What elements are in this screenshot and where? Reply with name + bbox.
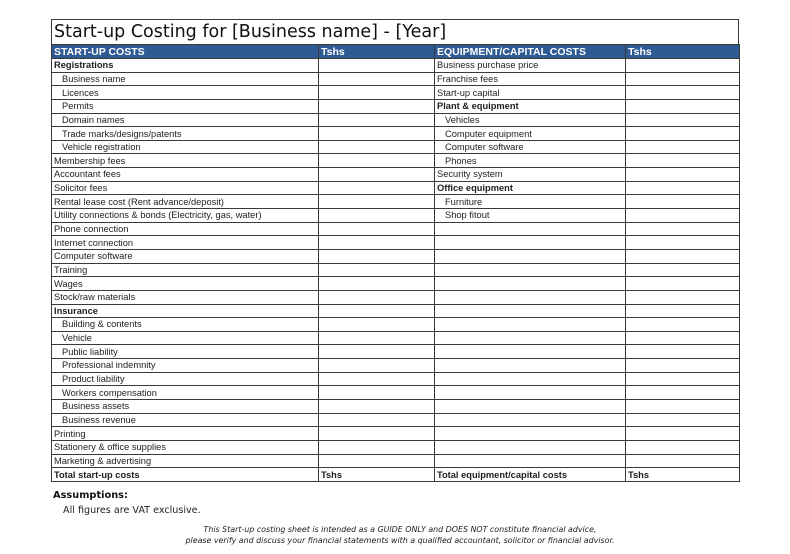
equipment-cost-amount-cell[interactable]: [626, 181, 740, 195]
startup-costs-header[interactable]: START-UP COSTS: [52, 45, 319, 59]
equipment-cost-amount-cell[interactable]: [626, 427, 740, 441]
startup-cost-amount-cell[interactable]: [319, 413, 435, 427]
equipment-cost-amount-cell[interactable]: [626, 59, 740, 73]
startup-cost-amount-cell[interactable]: [319, 359, 435, 373]
startup-cost-amount-cell[interactable]: [319, 331, 435, 345]
startup-cost-amount-cell[interactable]: [319, 86, 435, 100]
table-row: [52, 127, 740, 141]
equipment-cost-label[interactable]: Furniture: [435, 195, 626, 209]
startup-cost-amount-cell[interactable]: [319, 154, 435, 168]
startup-cost-label[interactable]: Workers compensation: [52, 386, 319, 400]
equipment-cost-label[interactable]: Security system: [435, 168, 626, 182]
startup-cost-amount-cell[interactable]: [319, 113, 435, 127]
startup-cost-amount-cell[interactable]: [319, 181, 435, 195]
startup-currency-header[interactable]: Tshs: [319, 45, 435, 59]
startup-cost-label[interactable]: Wages: [52, 277, 319, 291]
equipment-cost-label[interactable]: [435, 345, 626, 359]
table-row: [52, 318, 740, 332]
sheet-title[interactable]: Start-up Costing for [Business name] - [Year]: [51, 19, 739, 44]
table-row: [52, 59, 740, 73]
equipment-cost-label[interactable]: [435, 400, 626, 414]
startup-cost-amount-cell[interactable]: [319, 386, 435, 400]
startup-cost-label[interactable]: Computer software: [52, 249, 319, 263]
startup-cost-amount-cell[interactable]: [319, 318, 435, 332]
equipment-cost-amount-cell[interactable]: [626, 372, 740, 386]
startup-cost-amount-cell[interactable]: [319, 263, 435, 277]
startup-cost-label[interactable]: Insurance: [52, 304, 319, 318]
equipment-cost-label[interactable]: [435, 236, 626, 250]
startup-cost-amount-cell[interactable]: [319, 195, 435, 209]
startup-cost-label[interactable]: Building & contents: [52, 318, 319, 332]
equipment-cost-label[interactable]: Computer equipment: [435, 127, 626, 141]
equipment-cost-amount-cell[interactable]: [626, 72, 740, 86]
equipment-cost-label[interactable]: [435, 440, 626, 454]
equipment-cost-label[interactable]: [435, 359, 626, 373]
startup-cost-label[interactable]: Trade marks/designs/patents: [52, 127, 319, 141]
equipment-cost-label[interactable]: [435, 318, 626, 332]
equipment-cost-label[interactable]: Business purchase price: [435, 59, 626, 73]
equipment-cost-amount-cell[interactable]: [626, 236, 740, 250]
table-row: [52, 236, 740, 250]
equipment-cost-label[interactable]: Plant & equipment: [435, 99, 626, 113]
equipment-cost-label[interactable]: [435, 427, 626, 441]
startup-cost-label[interactable]: Utility connections & bonds (Electricity, gas, water): [52, 209, 319, 223]
startup-cost-label[interactable]: Product liability: [52, 372, 319, 386]
equipment-cost-amount-cell[interactable]: [626, 86, 740, 100]
equipment-cost-amount-cell[interactable]: [626, 249, 740, 263]
startup-cost-amount-cell[interactable]: [319, 72, 435, 86]
startup-cost-amount-cell[interactable]: [319, 236, 435, 250]
equipment-cost-amount-cell[interactable]: [626, 454, 740, 468]
startup-cost-amount-cell[interactable]: [319, 290, 435, 304]
equipment-cost-amount-cell[interactable]: [626, 331, 740, 345]
startup-cost-label[interactable]: Stationery & office supplies: [52, 440, 319, 454]
equipment-cost-amount-cell[interactable]: [626, 386, 740, 400]
equipment-cost-amount-cell[interactable]: [626, 318, 740, 332]
table-row: [52, 331, 740, 345]
startup-cost-label[interactable]: Accountant fees: [52, 168, 319, 182]
equipment-cost-label[interactable]: [435, 277, 626, 291]
startup-cost-amount-cell[interactable]: [319, 127, 435, 141]
startup-cost-amount-cell[interactable]: [319, 140, 435, 154]
startup-cost-label[interactable]: Vehicle registration: [52, 140, 319, 154]
equipment-cost-label[interactable]: Franchise fees: [435, 72, 626, 86]
equipment-cost-amount-cell[interactable]: [626, 127, 740, 141]
startup-cost-amount-cell[interactable]: [319, 59, 435, 73]
table-row: [52, 290, 740, 304]
total-startup-value[interactable]: Tshs: [319, 468, 435, 482]
table-row: [52, 413, 740, 427]
table-row: [52, 440, 740, 454]
table-row: [52, 277, 740, 291]
startup-cost-amount-cell[interactable]: [319, 304, 435, 318]
startup-cost-label[interactable]: Business name: [52, 72, 319, 86]
equipment-cost-amount-cell[interactable]: [626, 359, 740, 373]
equipment-cost-amount-cell[interactable]: [626, 304, 740, 318]
table-row: [52, 181, 740, 195]
startup-cost-label[interactable]: Membership fees: [52, 154, 319, 168]
equipment-cost-amount-cell[interactable]: [626, 154, 740, 168]
startup-cost-amount-cell[interactable]: [319, 99, 435, 113]
equipment-cost-label[interactable]: Office equipment: [435, 181, 626, 195]
table-row: [52, 304, 740, 318]
table-row: [52, 86, 740, 100]
startup-cost-label[interactable]: Licences: [52, 86, 319, 100]
equipment-cost-label[interactable]: Computer software: [435, 140, 626, 154]
table-row: [52, 154, 740, 168]
table-row: [52, 249, 740, 263]
equipment-cost-amount-cell[interactable]: [626, 140, 740, 154]
table-row: [52, 454, 740, 468]
disclaimer-line-1: This Start-up costing sheet is intended as a GUIDE ONLY and DOES NOT constitute financial advice,: [203, 525, 597, 534]
startup-cost-amount-cell[interactable]: [319, 277, 435, 291]
startup-cost-label[interactable]: Solicitor fees: [52, 181, 319, 195]
startup-cost-label[interactable]: Marketing & advertising: [52, 454, 319, 468]
table-row: [52, 222, 740, 236]
table-row: [52, 168, 740, 182]
startup-cost-amount-cell[interactable]: [319, 209, 435, 223]
table-row: [52, 140, 740, 154]
costing-sheet: [51, 19, 739, 482]
startup-cost-label[interactable]: Printing: [52, 427, 319, 441]
equipment-cost-label[interactable]: [435, 304, 626, 318]
disclaimer: [120, 524, 680, 546]
equipment-cost-amount-cell[interactable]: [626, 440, 740, 454]
equipment-cost-amount-cell[interactable]: [626, 168, 740, 182]
table-row: [52, 195, 740, 209]
equipment-cost-amount-cell[interactable]: [626, 113, 740, 127]
table-row: [52, 113, 740, 127]
startup-cost-label[interactable]: Training: [52, 263, 319, 277]
startup-cost-label[interactable]: Rental lease cost (Rent advance/deposit): [52, 195, 319, 209]
startup-cost-label[interactable]: Professional indemnity: [52, 359, 319, 373]
table-row: [52, 263, 740, 277]
header-row: [52, 45, 740, 59]
equipment-cost-amount-cell[interactable]: [626, 209, 740, 223]
assumptions-heading: Assumptions:: [53, 490, 128, 501]
equipment-costs-header[interactable]: EQUIPMENT/CAPITAL COSTS: [435, 45, 626, 59]
equipment-cost-amount-cell[interactable]: [626, 277, 740, 291]
equipment-cost-label[interactable]: Shop fitout: [435, 209, 626, 223]
equipment-cost-amount-cell[interactable]: [626, 290, 740, 304]
equipment-cost-label[interactable]: Phones: [435, 154, 626, 168]
equipment-cost-label[interactable]: [435, 263, 626, 277]
startup-cost-label[interactable]: Permits: [52, 99, 319, 113]
startup-cost-amount-cell[interactable]: [319, 168, 435, 182]
startup-cost-amount-cell[interactable]: [319, 440, 435, 454]
startup-cost-amount-cell[interactable]: [319, 400, 435, 414]
equipment-cost-label[interactable]: [435, 290, 626, 304]
equipment-cost-label[interactable]: Vehicles: [435, 113, 626, 127]
equipment-cost-amount-cell[interactable]: [626, 99, 740, 113]
startup-cost-amount-cell[interactable]: [319, 372, 435, 386]
equipment-cost-label[interactable]: [435, 222, 626, 236]
startup-cost-label[interactable]: Domain names: [52, 113, 319, 127]
table-row: [52, 209, 740, 223]
equipment-cost-amount-cell[interactable]: [626, 263, 740, 277]
startup-cost-amount-cell[interactable]: [319, 427, 435, 441]
startup-cost-amount-cell[interactable]: [319, 249, 435, 263]
equipment-cost-label[interactable]: [435, 454, 626, 468]
equipment-cost-amount-cell[interactable]: [626, 400, 740, 414]
startup-cost-label[interactable]: Registrations: [52, 59, 319, 73]
startup-cost-amount-cell[interactable]: [319, 345, 435, 359]
table-row: [52, 372, 740, 386]
total-startup-label[interactable]: Total start-up costs: [52, 468, 319, 482]
cost-rows: [52, 59, 740, 468]
table-row: [52, 345, 740, 359]
table-row: [52, 386, 740, 400]
equipment-cost-label[interactable]: Start-up capital: [435, 86, 626, 100]
equipment-currency-header[interactable]: Tshs: [626, 45, 740, 59]
table-row: [52, 400, 740, 414]
startup-cost-label[interactable]: Internet connection: [52, 236, 319, 250]
table-row: [52, 427, 740, 441]
assumptions-text[interactable]: All figures are VAT exclusive.: [63, 505, 201, 516]
startup-cost-amount-cell[interactable]: [319, 222, 435, 236]
equipment-cost-label[interactable]: [435, 386, 626, 400]
table-row: [52, 99, 740, 113]
startup-cost-label[interactable]: Public liability: [52, 345, 319, 359]
equipment-cost-amount-cell[interactable]: [626, 222, 740, 236]
table-row: [52, 72, 740, 86]
equipment-cost-label[interactable]: [435, 372, 626, 386]
table-row: [52, 359, 740, 373]
costing-table: [51, 44, 740, 482]
equipment-cost-amount-cell[interactable]: [626, 413, 740, 427]
equipment-cost-label[interactable]: [435, 249, 626, 263]
startup-cost-label[interactable]: Phone connection: [52, 222, 319, 236]
equipment-cost-amount-cell[interactable]: [626, 195, 740, 209]
equipment-cost-amount-cell[interactable]: [626, 345, 740, 359]
total-equipment-value[interactable]: Tshs: [626, 468, 740, 482]
totals-row: [52, 468, 740, 482]
disclaimer-line-2: please verify and discuss your financial statements with a qualified accountant, solicitor or financial advisor.: [185, 536, 615, 545]
total-equipment-label[interactable]: Total equipment/capital costs: [435, 468, 626, 482]
equipment-cost-label[interactable]: [435, 413, 626, 427]
startup-cost-label[interactable]: Business assets: [52, 400, 319, 414]
equipment-cost-label[interactable]: [435, 331, 626, 345]
startup-cost-amount-cell[interactable]: [319, 454, 435, 468]
startup-cost-label[interactable]: Business revenue: [52, 413, 319, 427]
startup-cost-label[interactable]: Stock/raw materials: [52, 290, 319, 304]
startup-cost-label[interactable]: Vehicle: [52, 331, 319, 345]
